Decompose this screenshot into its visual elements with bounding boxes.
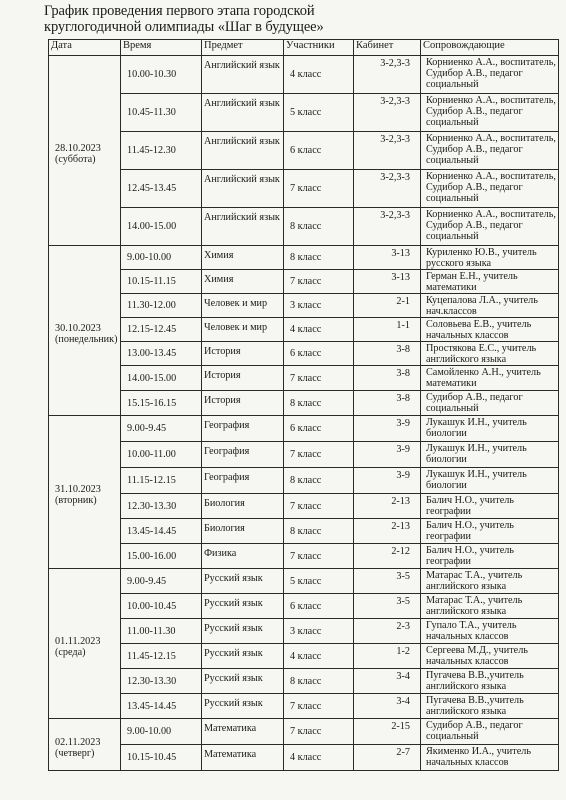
staff-cell: Балич Н.О., учитель географии <box>421 494 559 519</box>
time-cell: 12.30-13.30 <box>121 669 202 694</box>
time-cell: 10.00-11.00 <box>121 442 202 468</box>
participants-cell: 4 класс <box>284 644 354 669</box>
participants-cell: 5 класс <box>284 569 354 594</box>
time-cell: 11.15-12.15 <box>121 468 202 494</box>
table-row <box>49 694 559 719</box>
table-row <box>49 442 559 468</box>
time-cell: 12.30-13.30 <box>121 494 202 519</box>
time-cell: 12.15-12.45 <box>121 318 202 342</box>
participants-cell: 4 класс <box>284 745 354 771</box>
date-cell <box>49 416 121 569</box>
subject-cell: Биология <box>202 494 284 519</box>
time-cell: 14.00-15.00 <box>121 208 202 246</box>
table-row <box>49 468 559 494</box>
room-cell: 3-9 <box>354 442 421 468</box>
room-cell: 1-2 <box>354 644 421 669</box>
room-cell: 2-13 <box>354 494 421 519</box>
header-room: Кабинет <box>354 40 421 56</box>
participants-cell: 7 класс <box>284 719 354 745</box>
participants-cell: 3 класс <box>284 294 354 318</box>
date-cell <box>49 56 121 246</box>
table-header-row <box>49 40 559 56</box>
room-cell: 2-13 <box>354 519 421 544</box>
table-row <box>49 569 559 594</box>
participants-cell: 6 класс <box>284 342 354 366</box>
staff-cell: Судибор А.В., педагог социальный <box>421 719 559 745</box>
staff-cell: Балич Н.О., учитель географии <box>421 519 559 544</box>
room-cell: 3-8 <box>354 391 421 416</box>
time-cell: 9.00-9.45 <box>121 416 202 442</box>
room-cell: 2-12 <box>354 544 421 569</box>
date-value: 01.11.2023 <box>55 635 101 647</box>
participants-cell: 8 класс <box>284 246 354 270</box>
participants-cell: 8 класс <box>284 519 354 544</box>
room-cell: 2-7 <box>354 745 421 771</box>
room-cell: 2-3 <box>354 619 421 644</box>
table-row <box>49 594 559 619</box>
header-date: Дата <box>49 40 121 56</box>
time-cell: 10.15-10.45 <box>121 745 202 771</box>
participants-cell: 8 класс <box>284 391 354 416</box>
weekday-value: (четверг) <box>55 747 95 759</box>
room-cell: 3-9 <box>354 468 421 494</box>
header-staff: Сопровождающие <box>421 40 559 56</box>
staff-cell: Корниенко А.А., воспитатель, Судибор А.В., педагог социальный <box>421 94 559 132</box>
room-cell: 3-5 <box>354 594 421 619</box>
participants-cell: 7 класс <box>284 494 354 519</box>
subject-cell: Английский язык <box>202 56 284 94</box>
weekday-value: (суббота) <box>55 153 96 165</box>
room-cell: 2-15 <box>354 719 421 745</box>
subject-cell: Русский язык <box>202 569 284 594</box>
table-row <box>49 132 559 170</box>
participants-cell: 3 класс <box>284 619 354 644</box>
time-cell: 13.45-14.45 <box>121 694 202 719</box>
title-line-2: круглогодичной олимпиады «Шаг в будущее» <box>44 18 324 35</box>
table-row <box>49 519 559 544</box>
room-cell: 3-5 <box>354 569 421 594</box>
time-cell: 15.00-16.00 <box>121 544 202 569</box>
subject-cell: География <box>202 442 284 468</box>
date-cell <box>49 246 121 416</box>
table-row <box>49 342 559 366</box>
room-cell: 3-4 <box>354 694 421 719</box>
participants-cell: 6 класс <box>284 132 354 170</box>
participants-cell: 7 класс <box>284 170 354 208</box>
subject-cell: Физика <box>202 544 284 569</box>
staff-cell: Пугачева В.В.,учитель английского языка <box>421 694 559 719</box>
staff-cell: Сергеева М.Д., учитель начальных классов <box>421 644 559 669</box>
time-cell: 10.00-10.45 <box>121 594 202 619</box>
header-participants: Участники <box>284 40 354 56</box>
staff-cell: Балич Н.О., учитель географии <box>421 544 559 569</box>
room-cell: 1-1 <box>354 318 421 342</box>
table-row <box>49 318 559 342</box>
subject-cell: Математика <box>202 745 284 771</box>
subject-cell: Русский язык <box>202 619 284 644</box>
weekday-value: (среда) <box>55 646 86 658</box>
staff-cell: Простякова Е.С., учитель английского языка <box>421 342 559 366</box>
schedule-body <box>49 56 559 771</box>
weekday-value: (понедельник) <box>55 333 118 345</box>
staff-cell: Соловьева Е.В., учитель начальных классов <box>421 318 559 342</box>
participants-cell: 5 класс <box>284 94 354 132</box>
participants-cell: 7 класс <box>284 544 354 569</box>
staff-cell: Лукашук И.Н., учитель биологии <box>421 416 559 442</box>
staff-cell: Корниенко А.А., воспитатель, Судибор А.В., педагог социальный <box>421 132 559 170</box>
participants-cell: 6 класс <box>284 416 354 442</box>
staff-cell: Корниенко А.А., воспитатель, Судибор А.В., педагог социальный <box>421 56 559 94</box>
table-row <box>49 644 559 669</box>
participants-cell: 6 класс <box>284 594 354 619</box>
table-row <box>49 208 559 246</box>
table-row <box>49 669 559 694</box>
staff-cell: Самойленко А.Н., учитель математики <box>421 366 559 391</box>
table-row <box>49 416 559 442</box>
participants-cell: 4 класс <box>284 56 354 94</box>
room-cell: 3-13 <box>354 270 421 294</box>
staff-cell: Корниенко А.А., воспитатель, Судибор А.В., педагог социальный <box>421 170 559 208</box>
subject-cell: Человек и мир <box>202 318 284 342</box>
time-cell: 10.15-11.15 <box>121 270 202 294</box>
room-cell: 3-2,3-3 <box>354 94 421 132</box>
subject-cell: История <box>202 342 284 366</box>
time-cell: 11.00-11.30 <box>121 619 202 644</box>
staff-cell: Судибор А.В., педагог социальный <box>421 391 559 416</box>
participants-cell: 8 класс <box>284 669 354 694</box>
room-cell: 3-2,3-3 <box>354 56 421 94</box>
date-value: 31.10.2023 <box>55 484 101 495</box>
staff-cell: Якименко И.А., учитель начальных классов <box>421 745 559 771</box>
subject-cell: География <box>202 416 284 442</box>
subject-cell: Английский язык <box>202 208 284 246</box>
subject-cell: Английский язык <box>202 170 284 208</box>
participants-cell: 7 класс <box>284 694 354 719</box>
weekday-value: (вторник) <box>55 495 97 506</box>
table-row <box>49 366 559 391</box>
subject-cell: Биология <box>202 519 284 544</box>
table-row <box>49 391 559 416</box>
room-cell: 3-2,3-3 <box>354 208 421 246</box>
subject-cell: География <box>202 468 284 494</box>
subject-cell: История <box>202 366 284 391</box>
subject-cell: Химия <box>202 270 284 294</box>
subject-cell: Химия <box>202 246 284 270</box>
date-cell <box>49 719 121 771</box>
participants-cell: 7 класс <box>284 270 354 294</box>
staff-cell: Гупало Т.А., учитель начальных классов <box>421 619 559 644</box>
participants-cell: 4 класс <box>284 318 354 342</box>
time-cell: 13.00-13.45 <box>121 342 202 366</box>
time-cell: 9.00-9.45 <box>121 569 202 594</box>
time-cell: 12.45-13.45 <box>121 170 202 208</box>
subject-cell: Русский язык <box>202 669 284 694</box>
table-row <box>49 170 559 208</box>
time-cell: 9.00-10.00 <box>121 246 202 270</box>
time-cell: 10.45-11.30 <box>121 94 202 132</box>
participants-cell: 7 класс <box>284 442 354 468</box>
date-value: 02.11.2023 <box>55 736 101 748</box>
staff-cell: Пугачева В.В.,учитель английского языка <box>421 669 559 694</box>
participants-cell: 7 класс <box>284 366 354 391</box>
time-cell: 10.00-10.30 <box>121 56 202 94</box>
header-subject: Предмет <box>202 40 284 56</box>
subject-cell: Русский язык <box>202 644 284 669</box>
room-cell: 3-8 <box>354 366 421 391</box>
room-cell: 3-9 <box>354 416 421 442</box>
time-cell: 11.30-12.00 <box>121 294 202 318</box>
room-cell: 3-2,3-3 <box>354 170 421 208</box>
time-cell: 11.45-12.30 <box>121 132 202 170</box>
staff-cell: Корниенко А.А., воспитатель, Судибор А.В., педагог социальный <box>421 208 559 246</box>
staff-cell: Куриленко Ю.В., учитель русского языка <box>421 246 559 270</box>
time-cell: 13.45-14.45 <box>121 519 202 544</box>
table-row <box>49 270 559 294</box>
staff-cell: Лукашук И.Н., учитель биологии <box>421 468 559 494</box>
time-cell: 9.00-10.00 <box>121 719 202 745</box>
staff-cell: Матарас Т.А., учитель английского языка <box>421 569 559 594</box>
date-value: 28.10.2023 <box>55 142 101 154</box>
subject-cell: Русский язык <box>202 694 284 719</box>
time-cell: 11.45-12.15 <box>121 644 202 669</box>
subject-cell: История <box>202 391 284 416</box>
time-cell: 15.15-16.15 <box>121 391 202 416</box>
date-cell <box>49 569 121 719</box>
table-row <box>49 544 559 569</box>
table-row <box>49 56 559 94</box>
staff-cell: Герман Е.Н., учитель математики <box>421 270 559 294</box>
subject-cell: Человек и мир <box>202 294 284 318</box>
table-row <box>49 246 559 270</box>
room-cell: 2-1 <box>354 294 421 318</box>
date-value: 30.10.2023 <box>55 322 101 334</box>
room-cell: 3-2,3-3 <box>354 132 421 170</box>
staff-cell: Матарас Т.А., учитель английского языка <box>421 594 559 619</box>
subject-cell: Математика <box>202 719 284 745</box>
staff-cell: Куцепалова Л.А., учитель нач.классов <box>421 294 559 318</box>
header-time: Время <box>121 40 202 56</box>
subject-cell: Английский язык <box>202 132 284 170</box>
time-cell: 14.00-15.00 <box>121 366 202 391</box>
subject-cell: Русский язык <box>202 594 284 619</box>
participants-cell: 8 класс <box>284 468 354 494</box>
table-row <box>49 745 559 771</box>
table-row <box>49 294 559 318</box>
staff-cell: Лукашук И.Н., учитель биологии <box>421 442 559 468</box>
document-title <box>44 4 464 35</box>
table-row <box>49 94 559 132</box>
room-cell: 3-13 <box>354 246 421 270</box>
table-row <box>49 494 559 519</box>
table-row <box>49 719 559 745</box>
table-row <box>49 619 559 644</box>
title-line-1: График проведения первого этапа городской <box>44 3 315 19</box>
schedule-table <box>48 39 559 771</box>
subject-cell: Английский язык <box>202 94 284 132</box>
room-cell: 3-8 <box>354 342 421 366</box>
room-cell: 3-4 <box>354 669 421 694</box>
participants-cell: 8 класс <box>284 208 354 246</box>
